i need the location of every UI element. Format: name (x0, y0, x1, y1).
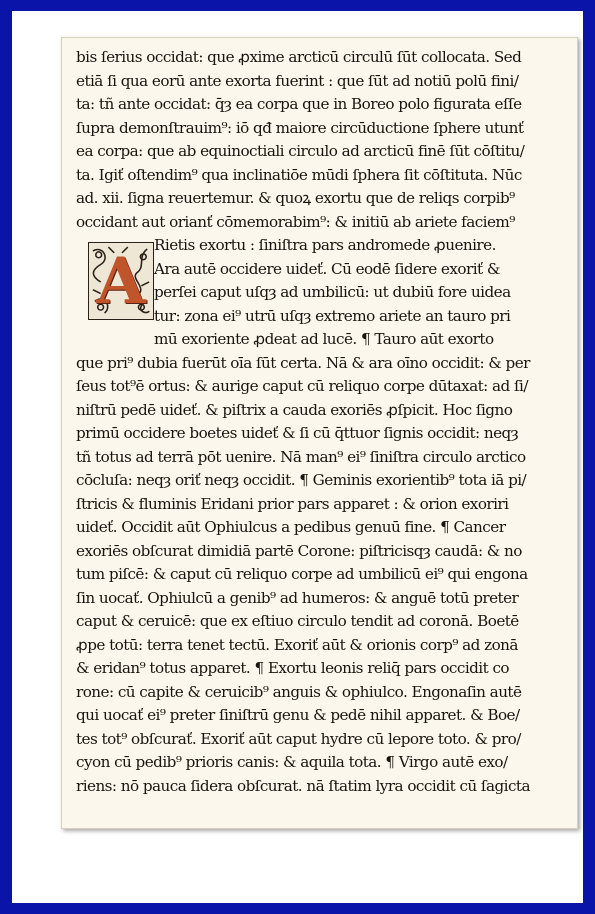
text-line: qui uocať ei⁹ preter ſiniſtrū genu & pedē nihil apparet. & Boe/ (76, 706, 520, 724)
initial-text-line: perſei caput uſqȝ ad umbilicū: ut dubiū fore uidea (154, 283, 511, 301)
text-line: occidant aut orianť cōmemorabim⁹: & initiū ab ariete faciem⁹ (76, 212, 515, 231)
book-page (61, 37, 578, 829)
text-line: ta: tñ ante occidat: q̄ȝ ea corpa que in Boreo polo figurata eſſe (76, 95, 522, 113)
text-line: ea corpa: que ab equinoctiali circulo ad arcticū finē ſūt cōſtitu/ (76, 142, 525, 160)
text-line: ad. xii. ſigna reuertemur. & quoꝝ exortu que de reliqs corpib⁹ (76, 189, 515, 207)
text-line: tñ totus ad terrā pōt uenire. Nā man⁹ ei⁹ ſiniſtra circulo arctico (76, 447, 526, 466)
text-line: uideť. Occidit aūt Ophiulcus a pedibus genuū fine. ¶ Cancer (76, 518, 506, 536)
text-line: riens: nō pauca ſidera obſcurat. nā ſtatim lyra occidit cū ſagicta (76, 776, 530, 795)
text-line: niſtrū pedē uideť. & piſtrix a cauda exoriēs ꝓſpicit. Hoc ſigno (76, 400, 513, 419)
text-line: ſeus tot⁹ē ortus: & aurige caput cū reliquo corpe dūtaxat: ad ſi/ (76, 377, 528, 395)
image-frame (12, 11, 583, 903)
initial-letter: A (96, 243, 146, 319)
text-line: tum piſcē: & caput cū reliquo corpe ad umbilicū ei⁹ qui engona (76, 565, 528, 583)
text-line: cyon cū pedib⁹ prioris canis: & aquila tota. ¶ Virgo autē exo/ (76, 753, 508, 771)
text-line: cōcluſa: neqȝ oriť neqȝ occidit. ¶ Geminis exorientib⁹ tota iā pi/ (76, 471, 527, 489)
text-line: ſupra demonſtrauim⁹: iō qđ maiore circūductione ſphere utunť (76, 118, 524, 137)
text-line: etiā ſi qua eorū ante exorta fuerint : que ſūt ad notiū polū fini/ (76, 71, 519, 90)
text-line: primū occidere boetes uideť & ſi cū q̄ttuor ſignis occidit: neqȝ (76, 424, 519, 442)
text-line: exoriēs obſcurat dimidiā partē Corone: piſtricisqȝ caudā: & no (76, 541, 522, 560)
text-line: bis ſerius occidat: que ꝓxime arcticū circulū ſūt collocata. Sed (76, 48, 522, 66)
initial-text-line: Rietis exortu : ſiniſtra pars andromede ꝓuenire. (154, 236, 496, 254)
text-line: ſtricis & fluminis Eridani prior pars apparet : & orion exoriri (76, 494, 509, 513)
text-line: ta. Igiť oſtendim⁹ qua inclinatiōe mūdi ſphera ſit cōſtituta. Nūc (76, 165, 522, 184)
text-line: que pri⁹ dubia fuerūt oīa ſūt certa. Nā & ara oīno occidit: & per (76, 353, 530, 372)
text-line: & eridan⁹ totus apparet. ¶ Exortu leonis reliq̄ pars occidit co (76, 659, 509, 677)
text-line: rone: cū capite & ceruicib⁹ anguis & ophiulco. Engonaſin autē (76, 682, 522, 701)
text-line: ſin uocať. Ophiulcū a genib⁹ ad humeros: & anguē totū preter (76, 588, 519, 607)
initial-text-line: mū exoriente ꝓdeat ad lucē. ¶ Tauro aūt exorto (154, 330, 494, 348)
page-text (76, 46, 567, 798)
initial-text-line: Ara autē occidere uideť. Cū eodē ſidere exoriť & (154, 259, 500, 278)
text-line: tes tot⁹ obſcurať. Exoriť aūt caput hydre cū lepore toto. & pro/ (76, 729, 521, 748)
text-line: caput & ceruicē: que ex eſtiuo circulo tendit ad coronā. Boetē (76, 612, 519, 630)
initial-text-line: tur: zona ei⁹ utrū uſqȝ extremo ariete an tauro pri (154, 306, 511, 325)
text-line: ꝓpe totū: terra tenet tectū. Exoriť aūt & orionis corp⁹ ad zonā (76, 635, 518, 654)
